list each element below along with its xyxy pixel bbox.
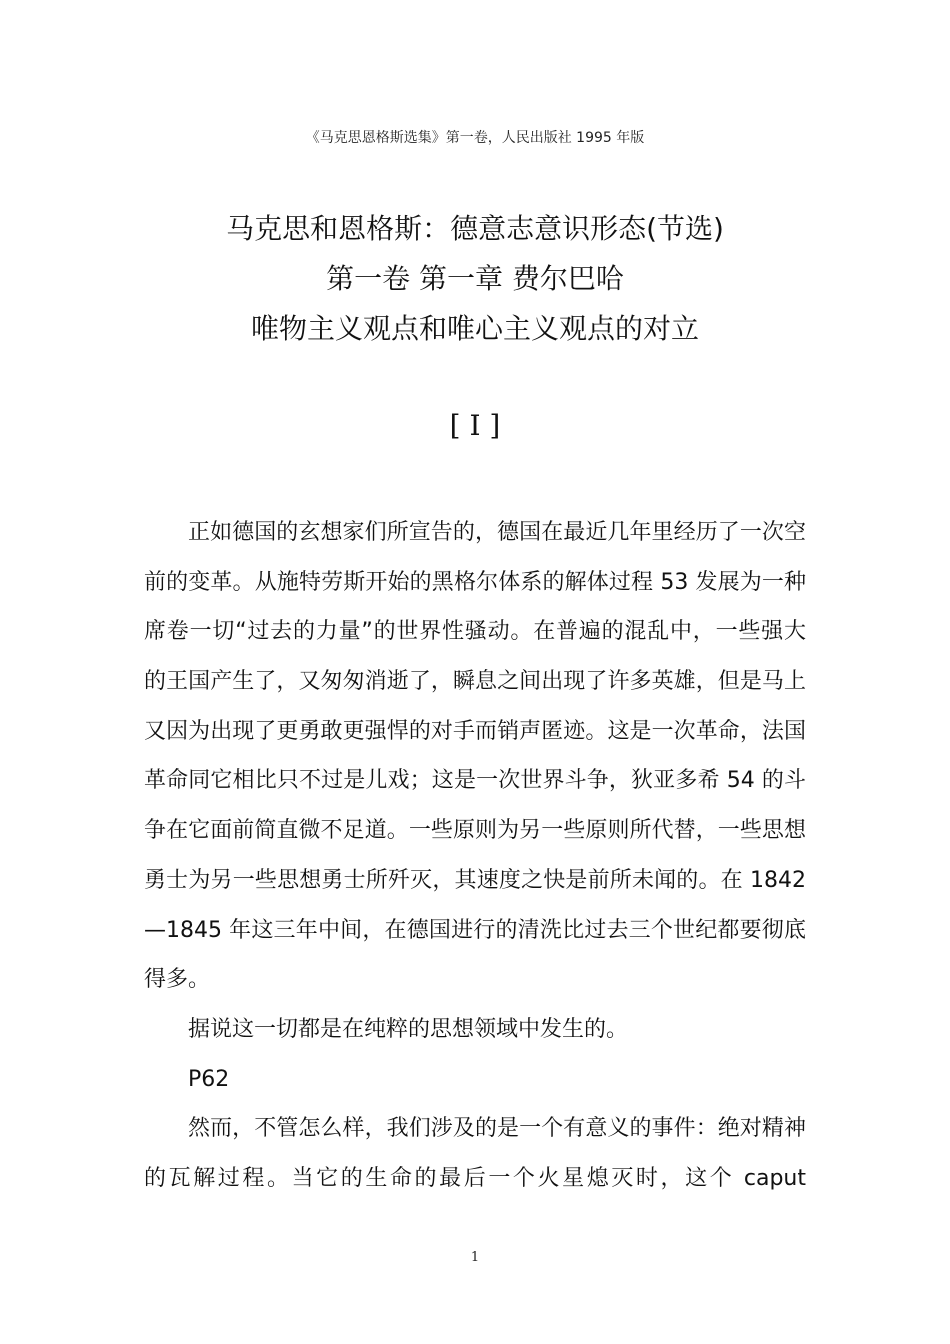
title-block: [0, 204, 950, 354]
title-line-3: 唯物主义观点和唯心主义观点的对立: [250, 312, 699, 345]
page-reference-label: P62: [188, 1066, 230, 1092]
paragraph-line: 又因为出现了更勇敢更强悍的对手而销声匿迹。这是一次革命，法国: [144, 718, 806, 744]
paragraph-3: [144, 1104, 806, 1203]
paragraph-line: 的王国产生了，又匆匆消逝了，瞬息之间出现了许多英雄，但是马上: [144, 669, 806, 695]
paragraph-line: 得多。: [144, 967, 211, 993]
title-line-2: 第一卷 第一章 费尔巴哈: [326, 262, 624, 295]
page-number: 1: [470, 1250, 480, 1265]
paragraph-line: 勇士为另一些思想勇士所歼灭，其速度之快是前所未闻的。在 1842: [144, 867, 806, 893]
paragraph-line: 据说这一切都是在纯粹的思想领域中发生的。: [188, 1016, 629, 1042]
page-reference: [144, 1055, 806, 1105]
paragraph-line: —1845 年这三年中间，在德国进行的清洗比过去三个世纪都要彻底: [144, 917, 806, 943]
paragraph-line: 的瓦解过程。当它的生命的最后一个火星熄灭时，这个 caput: [144, 1165, 806, 1191]
title-line-1: 马克思和恩格斯：德意志意识形态(节选): [226, 212, 724, 245]
paragraph-line: 然而，不管怎么样，我们涉及的是一个有意义的事件：绝对精神: [188, 1116, 806, 1142]
section-mark: [ I ]: [449, 409, 501, 442]
paragraph-2: [144, 1005, 806, 1055]
source-citation: 《马克思恩格斯选集》第一卷，人民出版社 1995 年版: [305, 130, 645, 146]
paragraph-1: [144, 508, 806, 1005]
paragraph-line: 争在它面前简直微不足道。一些原则为另一些原则所代替，一些思想: [144, 818, 806, 844]
paragraph-line: 席卷一切“过去的力量”的世界性骚动。在普遍的混乱中，一些强大: [144, 619, 806, 645]
paragraph-line: 前的变革。从施特劳斯开始的黑格尔体系的解体过程 53 发展为一种: [144, 569, 806, 595]
body-text: [144, 508, 806, 1204]
paragraph-line: 革命同它相比只不过是儿戏；这是一次世界斗争，狄亚多希 54 的斗: [144, 768, 806, 794]
paragraph-line: 正如德国的玄想家们所宣告的，德国在最近几年里经历了一次空: [188, 520, 806, 545]
